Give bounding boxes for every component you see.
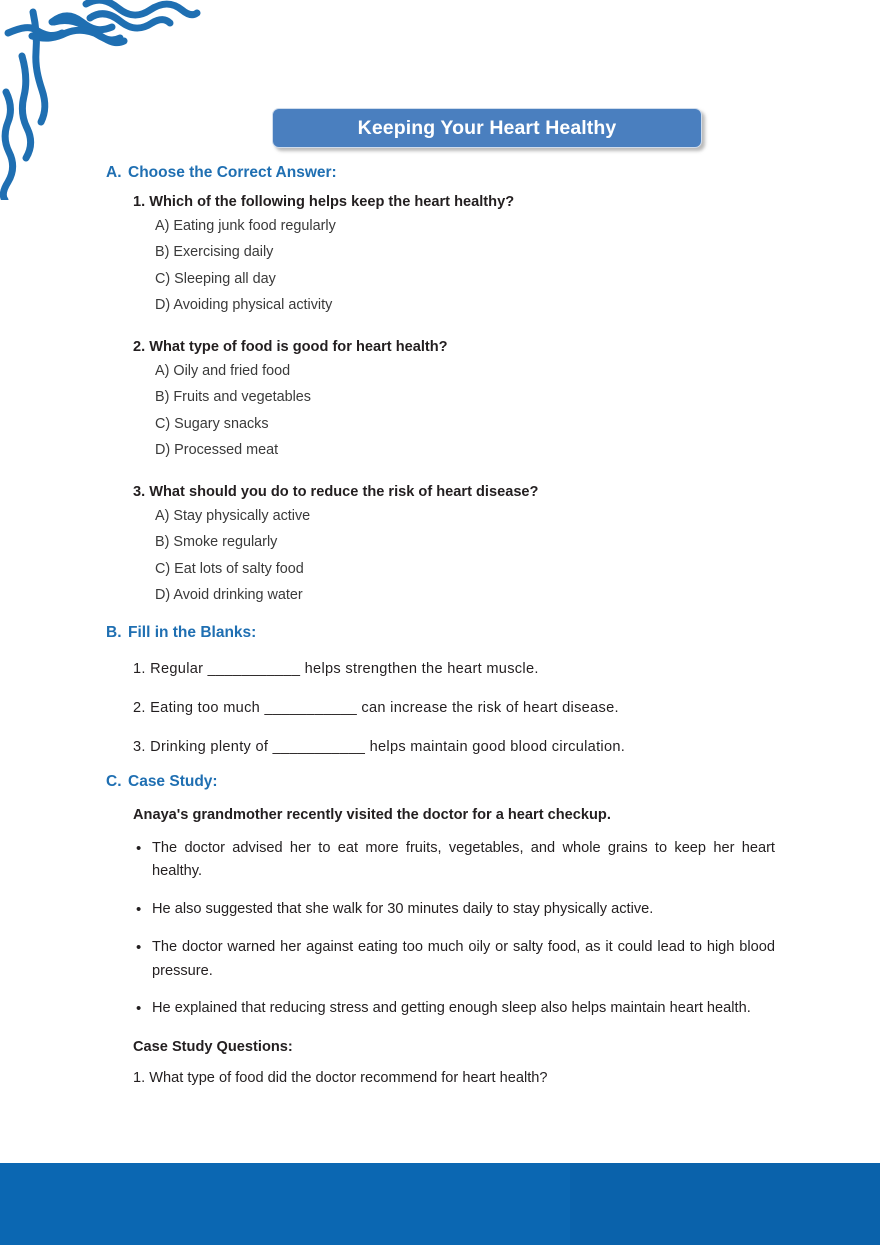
question-text (0, 336, 880, 358)
flourish-stroke-3 (86, 0, 197, 15)
option-c[interactable]: C) Sleeping all day (155, 270, 276, 287)
section-c-title: Case Study: (128, 772, 218, 790)
option-b[interactable]: B) Exercising daily (155, 244, 274, 261)
flourish-stroke-6 (32, 30, 124, 42)
question-body: Which of the following helps keep the heart healthy? (149, 194, 515, 210)
case-study-question[interactable]: 1. What type of food did the doctor recommend for heart health? (133, 1070, 548, 1087)
question-number: 1. (133, 194, 146, 210)
footer-bar (0, 1163, 880, 1245)
footer-seam (570, 1163, 880, 1245)
case-study-bullet (0, 837, 880, 884)
option-a[interactable]: A) Eating junk food regularly (155, 218, 336, 235)
case-study-bullet (0, 997, 880, 1021)
option-c[interactable]: C) Eat lots of salty food (155, 560, 304, 577)
worksheet-content (0, 164, 880, 1086)
fill-blank-item[interactable]: 2. Eating too much ___________ can increase the risk of heart disease. (133, 700, 619, 717)
case-study-bullet (0, 898, 880, 922)
bullet-text: The doctor advised her to eat more fruits, vegetables, and whole grains to keep her heart healthy. (152, 839, 775, 880)
option-a[interactable]: A) Oily and fried food (155, 363, 291, 380)
fill-blank-item[interactable]: 3. Drinking plenty of ___________ helps maintain good blood circulation. (133, 738, 626, 755)
bullet-icon: • (136, 1000, 142, 1018)
option-b[interactable]: B) Fruits and vegetables (155, 389, 311, 406)
section-a-title: Choose the Correct Answer: (128, 164, 337, 181)
bullet-icon: • (136, 939, 142, 957)
case-study-intro: Anaya's grandmother recently visited the doctor for a heart checkup. (133, 806, 611, 823)
flourish-stroke-5 (54, 20, 120, 40)
section-b-letter: B. (106, 624, 122, 642)
section-b (0, 624, 880, 759)
question-text (0, 191, 880, 213)
question-block (0, 481, 880, 608)
question-text (0, 481, 880, 503)
section-c-heading (0, 773, 880, 791)
bullet-text: The doctor warned her against eating too much oily or salty food, as it could lead to high blood pressure. (152, 939, 775, 979)
question-body: What should you do to reduce the risk of heart disease? (149, 484, 539, 501)
section-a-heading (0, 164, 880, 182)
bullet-text: He explained that reducing stress and getting enough sleep also helps maintain heart health. (152, 1000, 751, 1017)
option-d[interactable]: D) Processed meat (155, 441, 279, 458)
question-number: 3. (133, 484, 146, 501)
flourish-stroke-1 (8, 28, 62, 36)
section-c (0, 773, 880, 1087)
question-number: 2. (133, 339, 146, 356)
case-study-bullet (0, 936, 880, 983)
section-a-letter: A. (106, 164, 122, 181)
section-b-heading (0, 624, 880, 642)
section-c-letter: C. (106, 772, 122, 790)
worksheet-title-banner (272, 108, 702, 148)
option-b[interactable]: B) Smoke regularly (155, 534, 278, 551)
question-block (0, 336, 880, 463)
flourish-stroke-7 (33, 12, 45, 122)
option-c[interactable]: C) Sugary snacks (155, 415, 269, 432)
section-b-title: Fill in the Blanks: (128, 624, 257, 642)
section-a (0, 164, 880, 608)
question-body: What type of food is good for heart health? (149, 339, 448, 356)
fill-blank-item[interactable]: 1. Regular ___________ helps strengthen the heart muscle. (133, 661, 539, 678)
option-a[interactable]: A) Stay physically active (155, 508, 311, 525)
flourish-stroke-8 (22, 56, 31, 158)
flourish-stroke-2 (52, 16, 112, 30)
option-d[interactable]: D) Avoid drinking water (155, 586, 303, 603)
bullet-icon: • (136, 901, 142, 919)
question-block (0, 191, 880, 318)
page-title: Keeping Your Heart Healthy (357, 116, 617, 139)
bullet-text: He also suggested that she walk for 30 minutes daily to stay physically active. (152, 901, 654, 918)
bullet-icon: • (136, 839, 142, 857)
flourish-stroke-4 (90, 14, 170, 28)
case-study-questions-heading: Case Study Questions: (133, 1039, 293, 1056)
option-d[interactable]: D) Avoiding physical activity (155, 296, 333, 313)
